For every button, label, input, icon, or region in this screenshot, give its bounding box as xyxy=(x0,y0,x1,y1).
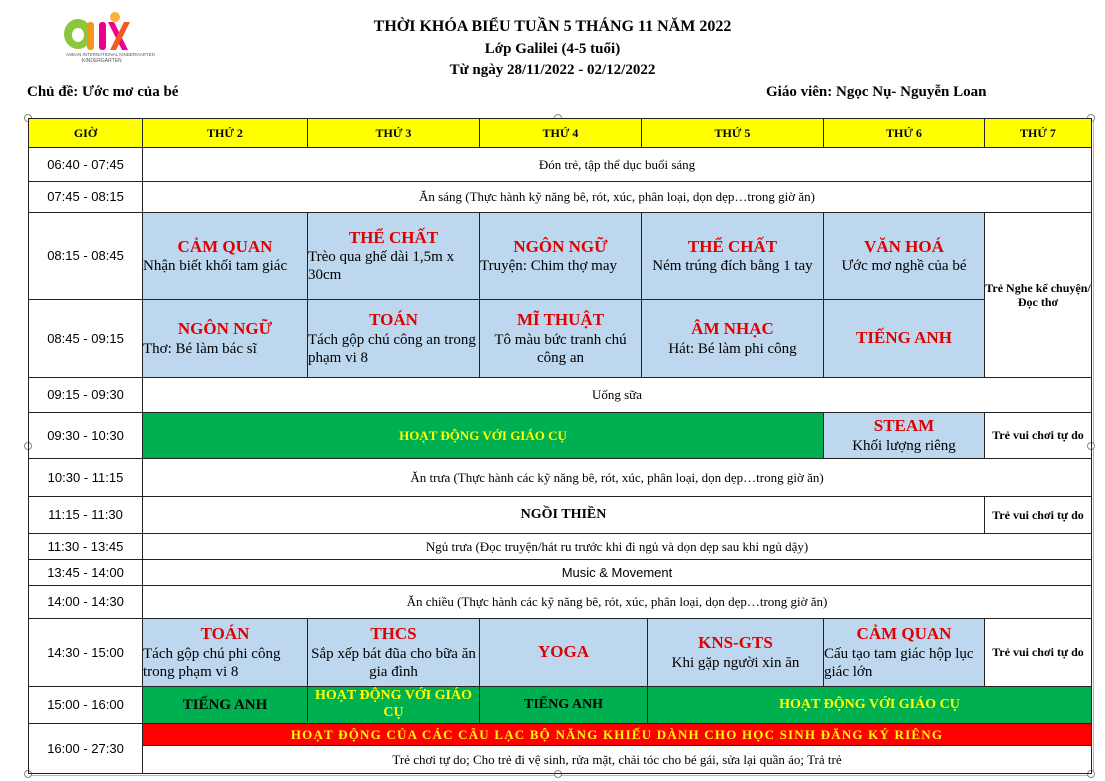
time-slot: 07:45 - 08:15 xyxy=(28,181,143,213)
lesson-subject: STEAM xyxy=(873,416,935,436)
time-slot: 08:45 - 09:15 xyxy=(28,299,143,378)
lesson-cell xyxy=(647,618,824,687)
activity-row: Trẻ chơi tự do; Cho trẻ đi vệ sinh, rửa mặt, chải tóc cho bé gái, sửa lại quần áo; Trả trẻ xyxy=(142,745,1092,774)
lesson-desc: Sắp xếp bát đũa cho bữa ăn gia đình xyxy=(311,645,476,680)
lesson-cell xyxy=(823,618,985,687)
lesson-cell xyxy=(307,212,480,300)
lesson-subject: NGÔN NGỮ xyxy=(513,236,608,256)
col-header-tue: THỨ 3 xyxy=(307,118,480,148)
class-name: Lớp Galilei (4-5 tuổi) xyxy=(484,41,621,57)
lesson-subject: ÂM NHẠC xyxy=(691,319,774,339)
lesson-cell xyxy=(641,299,824,378)
activity-row: Ăn chiều (Thực hành các kỹ năng bê, rót, xúc, phân loại, dọn dẹp…trong giờ ăn) xyxy=(142,585,1092,619)
lesson-desc: Tô màu bức tranh chú công an xyxy=(494,331,627,366)
time-slot: 14:00 - 14:30 xyxy=(28,585,143,619)
lesson-desc: Nhận biết khối tam giác xyxy=(143,258,288,275)
lesson-subject: MĨ THUẬT xyxy=(516,310,605,330)
activity-block: HOẠT ĐỘNG VỚI GIÁO CỤ xyxy=(647,686,1092,724)
lesson-subject: THỂ CHẤT xyxy=(687,236,778,256)
saturday-cell: Trẻ vui chơi tự do xyxy=(984,496,1092,534)
lesson-desc: Tách gộp chú công an trong phạm vi 8 xyxy=(308,331,476,366)
time-slot: 10:30 - 11:15 xyxy=(28,458,143,497)
lesson-desc: Cấu tạo tam giác hộp lục giác lớn xyxy=(824,645,974,680)
activity-row: Uống sữa xyxy=(142,377,1092,413)
lesson-subject: TOÁN xyxy=(369,310,418,330)
time-slot: 09:30 - 10:30 xyxy=(28,412,143,459)
activity-row: Ăn trưa (Thực hành các kỹ năng bê, rót, xúc, phân loại, dọn dẹp…trong giờ ăn) xyxy=(142,458,1092,497)
activity-row: Ngủ trưa (Đọc truyện/hát ru trước khi đi ngủ và dọn dẹp sau khi ngủ dậy) xyxy=(142,533,1092,560)
col-header-time: GIỜ xyxy=(28,118,143,148)
activity-block: TIẾNG ANH xyxy=(479,686,648,724)
club-activity: HOẠT ĐỘNG CỦA CÁC CÂU LẠC BỘ NĂNG KHIẾU DÀNH CHO HỌC SINH ĐĂNG KÝ RIÊNG xyxy=(142,723,1092,746)
time-slot: 11:15 - 11:30 xyxy=(28,496,143,534)
activity-row: NGỒI THIỀN xyxy=(142,496,985,534)
col-header-fri: THỨ 6 xyxy=(823,118,985,148)
lesson-cell xyxy=(307,618,480,687)
lesson-cell xyxy=(823,212,985,300)
time-slot: 16:00 - 27:30 xyxy=(28,723,143,774)
lesson-subject: YOGA xyxy=(538,642,589,662)
lesson-desc: Hát: Bé làm phi công xyxy=(668,340,797,357)
time-slot: 15:00 - 16:00 xyxy=(28,686,143,724)
time-slot: 14:30 - 15:00 xyxy=(28,618,143,687)
logo-sub: ASEAN INTERNATIONAL KINDERGARTEN xyxy=(66,52,155,57)
lesson-subject: THCS xyxy=(370,624,417,644)
col-header-wed: THỨ 4 xyxy=(479,118,642,148)
activity-row: Ăn sáng (Thực hành kỹ năng bê, rót, xúc, phân loại, dọn dẹp…trong giờ ăn) xyxy=(142,181,1092,213)
col-header-thu: THỨ 5 xyxy=(641,118,824,148)
activity-block: HOẠT ĐỘNG VỚI GIÁO CỤ xyxy=(307,686,480,724)
lesson-cell xyxy=(479,618,648,687)
time-slot: 11:30 - 13:45 xyxy=(28,533,143,560)
saturday-cell: Trẻ vui chơi tự do xyxy=(984,618,1092,687)
lesson-desc: Khối lượng riêng xyxy=(852,437,956,454)
time-slot: 09:15 - 09:30 xyxy=(28,377,143,413)
activity-block: HOẠT ĐỘNG VỚI GIÁO CỤ xyxy=(142,412,824,459)
saturday-cell: Trẻ vui chơi tự do xyxy=(984,412,1092,459)
col-header-sat: THỨ 7 xyxy=(984,118,1092,148)
time-slot: 08:15 - 08:45 xyxy=(28,212,143,300)
lesson-cell xyxy=(823,412,985,459)
lesson-desc: Truyện: Chim thợ may xyxy=(480,258,617,275)
lesson-cell xyxy=(142,618,308,687)
topic: Chủ đề: Ước mơ của bé xyxy=(27,84,179,100)
lesson-cell xyxy=(307,299,480,378)
activity-block: TIẾNG ANH xyxy=(142,686,308,724)
lesson-cell xyxy=(142,212,308,300)
lesson-subject: NGÔN NGỮ xyxy=(177,319,273,339)
lesson-cell xyxy=(641,212,824,300)
lesson-subject: CẢM QUAN xyxy=(177,236,273,256)
lesson-cell xyxy=(479,299,642,378)
lesson-desc: Khi gặp người xin ăn xyxy=(671,654,800,671)
lesson-subject: VĂN HOÁ xyxy=(864,236,944,256)
lesson-cell xyxy=(479,212,642,300)
lesson-subject: CẢM QUAN xyxy=(856,624,952,644)
lesson-desc: Ném trúng đích bằng 1 tay xyxy=(652,258,813,275)
lesson-subject: TIẾNG ANH xyxy=(856,328,952,348)
saturday-cell: Trẻ Nghe kể chuyện/Đọc thơ xyxy=(984,212,1092,378)
lesson-subject: THỂ CHẤT xyxy=(348,227,439,247)
lesson-subject: TOÁN xyxy=(200,624,250,644)
activity-row: Music & Movement xyxy=(142,559,1092,586)
lesson-desc: Thơ: Bé làm bác sĩ xyxy=(143,340,257,357)
lesson-subject: KNS-GTS xyxy=(698,633,773,653)
lesson-desc: Tách gộp chú phi công trong phạm vi 8 xyxy=(143,645,281,680)
lesson-desc: Trèo qua ghế dài 1,5m x 30cm xyxy=(308,249,455,284)
col-header-mon: THỨ 2 xyxy=(142,118,308,148)
page-title: THỜI KHÓA BIỂU TUẦN 5 THÁNG 11 NĂM 2022 xyxy=(373,18,732,35)
time-slot: 13:45 - 14:00 xyxy=(28,559,143,586)
teacher: Giáo viên: Ngọc Nụ- Nguyễn Loan xyxy=(766,84,987,100)
date-range: Từ ngày 28/11/2022 - 02/12/2022 xyxy=(449,62,656,78)
lesson-cell xyxy=(823,299,985,378)
time-slot: 06:40 - 07:45 xyxy=(28,147,143,182)
lesson-cell xyxy=(142,299,308,378)
activity-row: Đón trẻ, tập thể dục buổi sáng xyxy=(142,147,1092,182)
svg-text:KINDERGARTEN: KINDERGARTEN xyxy=(82,58,122,64)
lesson-desc: Ước mơ nghề của bé xyxy=(841,258,967,275)
